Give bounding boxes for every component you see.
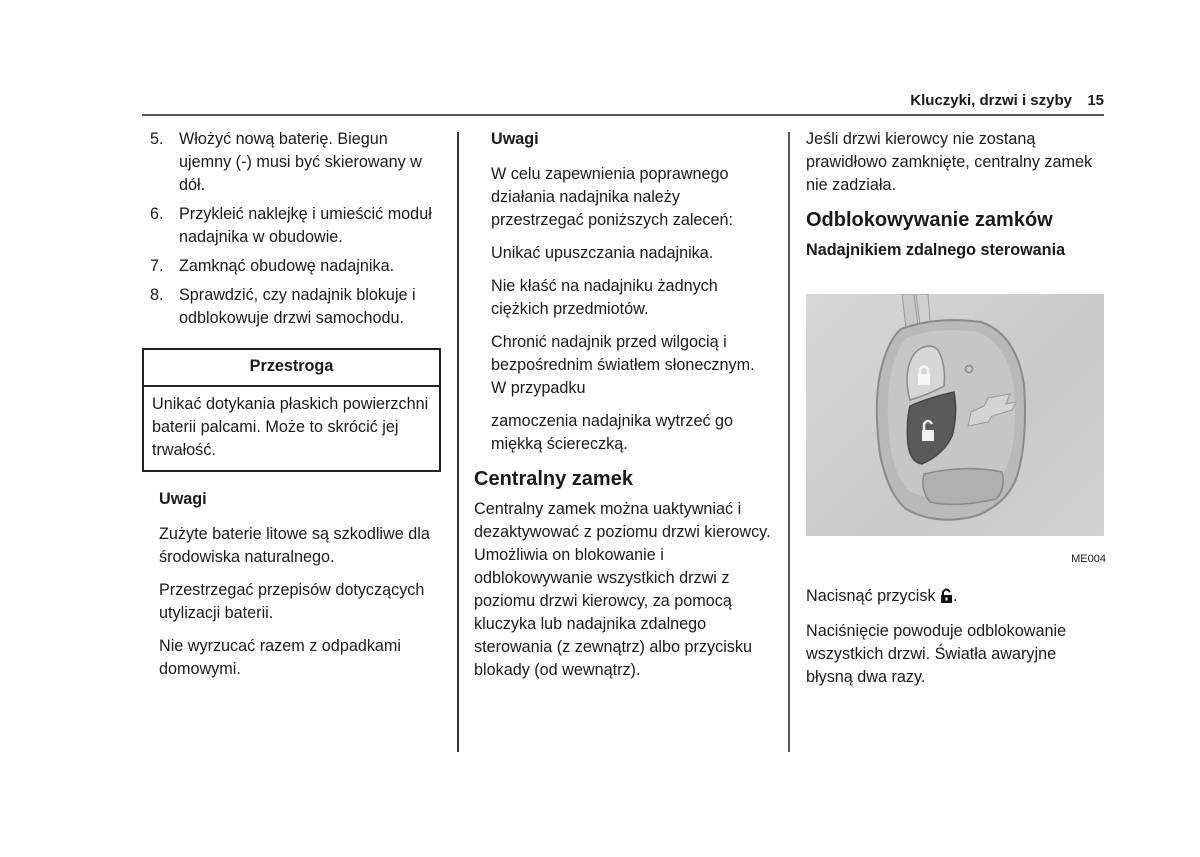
section-title: Kluczyki, drzwi i szyby [910, 92, 1072, 109]
section-body: Centralny zamek można uaktywniać i dezaktywować z poziomu drzwi kierowcy. Umożliwia on blokowanie i odblokowywanie wszystkich drzwi z poziomu drzwi kierowcy, za pomocą kluczyka lub nadajnika zdalnego sterowania (z zewnątrz) albo przycisku blokady (od wewnątrz). [474, 500, 771, 679]
caution-box [142, 348, 441, 472]
note-block [474, 128, 774, 456]
caution-title: Przestroga [144, 350, 439, 387]
step-number: 6. [150, 205, 164, 223]
unlock-icon [940, 587, 953, 610]
step-number: 5. [150, 130, 164, 148]
step-number: 8. [150, 286, 164, 304]
section-heading: Odblokowywanie zamków [806, 209, 1053, 231]
result-paragraph: Naciśnięcie powoduje odblokowanie wszystkich drzwi. Światła awaryjne błysną dwa razy. [806, 622, 1067, 686]
note-paragraph: Nie wyrzucać razem z odpadkami domowymi. [159, 637, 401, 678]
note-block [142, 488, 442, 681]
note-paragraph: Przestrzegać przepisów dotyczących utylizacji baterii. [159, 581, 425, 622]
instruction-punctuation: . [953, 587, 958, 605]
step-text: Sprawdzić, czy nadajnik blokuje i odblokowuje drzwi samochodu. [179, 286, 416, 327]
note-title: Uwagi [491, 130, 539, 148]
key-fob-drawing [806, 294, 1104, 536]
step-text: Przykleić naklejkę i umieścić moduł nadajnika w obudowie. [179, 205, 432, 246]
intro-paragraph: Jeśli drzwi kierowcy nie zostaną prawidłowo zamknięte, centralny zamek nie zadziała. [806, 130, 1093, 194]
step-item [142, 284, 442, 330]
step-number: 7. [150, 257, 164, 275]
step-text: Zamknąć obudowę nadajnika. [179, 257, 395, 275]
subsection-heading: Nadajnikiem zdalnego sterowania [806, 241, 1066, 259]
step-text: Włożyć nową baterię. Biegun ujemny (-) musi być skierowany w dół. [179, 130, 422, 194]
note-paragraph: Nie kłaść na nadajniku żadnych ciężkich przedmiotów. [491, 277, 718, 318]
note-paragraph: zamoczenia nadajnika wytrzeć go miękką ściereczką. [491, 412, 734, 453]
step-item [142, 203, 442, 249]
note-paragraph: Unikać upuszczania nadajnika. [491, 244, 714, 262]
section-heading: Centralny zamek [474, 468, 633, 490]
column-divider [457, 132, 459, 752]
column-1 [142, 128, 442, 691]
note-title: Uwagi [159, 490, 207, 508]
instruction-text: Nacisnąć przycisk [806, 587, 936, 605]
note-paragraph: W celu zapewnienia poprawnego działania nadajnika należy przestrzegać poniższych zaleceń: [491, 165, 734, 229]
step-item [142, 128, 442, 197]
running-header [142, 90, 1104, 116]
column-3 [806, 128, 1106, 699]
page-number: 15 [1087, 92, 1104, 109]
step-item [142, 255, 442, 278]
caution-body: Unikać dotykania płaskich powierzchni baterii palcami. Może to skrócić jej trwałość. [152, 395, 429, 459]
note-paragraph: Zużyte baterie litowe są szkodliwe dla środowiska naturalnego. [159, 525, 430, 566]
figure-caption: ME004 [1071, 553, 1106, 565]
key-fob-illustration [806, 294, 1104, 536]
instruction-paragraph [806, 585, 1106, 610]
column-divider [788, 132, 790, 752]
note-paragraph: Chronić nadajnik przed wilgocią i bezpośrednim światłem słonecznym. W przypadku [491, 333, 755, 397]
column-2 [474, 128, 774, 692]
